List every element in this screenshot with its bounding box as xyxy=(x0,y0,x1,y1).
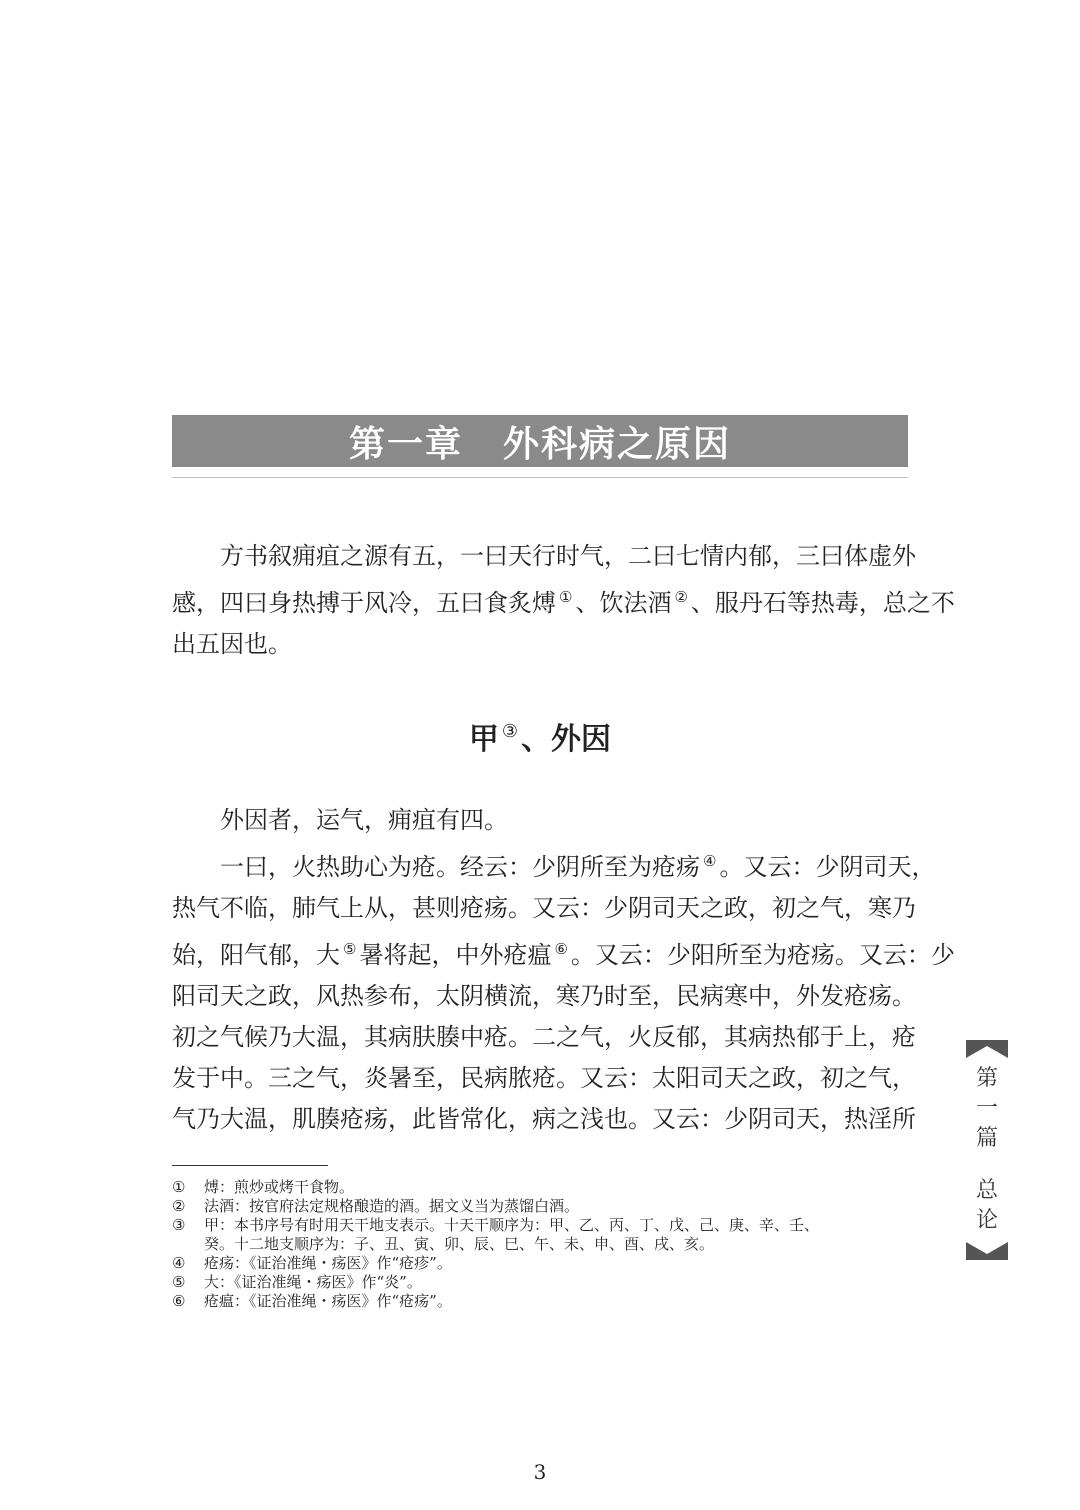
footnote-ref-5: ⑤ xyxy=(343,940,357,958)
side-tab-label: 第 一 篇 总 论 xyxy=(975,1066,998,1233)
footnote-ref-2: ② xyxy=(674,588,688,606)
footnote-ref-3: ③ xyxy=(501,721,519,742)
body-line-2: 一曰，火热助心为疮。经云：少阴所至为疮疡 ④ 。又云：少阴司天， xyxy=(220,852,936,881)
footnote-6: ⑥ 疮瘟：《证治准绳・疡医》作“疮疡”。 xyxy=(172,1292,452,1310)
body-line-6: 初之气候乃大温，其病肤腠中疮。二之气，火反郁，其病热郁于上，疮 xyxy=(172,1023,916,1051)
body-line-4: 始，阳气郁，大 ⑤ 暑将起，中外疮瘟 ⑥ 。又云：少阳所至为疮疡。又云：少 xyxy=(172,940,955,969)
body-line-7: 发于中。三之气，炎暑至，民病脓疮。又云：太阳司天之政，初之气， xyxy=(172,1064,916,1092)
body-line-1: 外因者，运气，痈疽有四。 xyxy=(220,806,508,834)
footnote-5: ⑤ 大：《证治准绳・疡医》作“炎”。 xyxy=(172,1273,422,1291)
body-line-5: 阳司天之政，风热参布，太阴横流，寒乃时至，民病寒中，外发疮疡。 xyxy=(172,982,916,1010)
footnote-1: ① 煿：煎炒或烤干食物。 xyxy=(172,1178,355,1196)
intro-paragraph xyxy=(172,536,955,665)
intro-line-3: 出五因也。 xyxy=(172,630,292,658)
section-heading: 甲 ③ 、外因 xyxy=(468,721,612,757)
footnote-separator xyxy=(172,1165,328,1166)
footnotes xyxy=(172,1178,912,1311)
chapter-number: 第一章 xyxy=(348,422,463,465)
footnote-3: ③ 甲：本书序号有时用天干地支表示。十天干顺序为：甲、乙、丙、丁、戊、己、庚、辛、壬、 xyxy=(172,1216,820,1234)
body-line-8: 气乃大温，肌腠疮疡，此皆常化，病之浅也。又云：少阴司天，热淫所 xyxy=(172,1105,916,1133)
body-paragraph xyxy=(172,800,955,1140)
footnote-ref-1: ① xyxy=(559,588,573,606)
footnote-3-continued: 癸。十二地支顺序为：子、丑、寅、卯、辰、巳、午、未、申、酉、戌、亥。 xyxy=(204,1235,715,1253)
body-line-3: 热气不临，肺气上从，甚则疮疡。又云：少阴司天之政，初之气，寒乃 xyxy=(172,894,916,922)
tab-bottom-bracket-icon xyxy=(966,1242,1008,1260)
chapter-underline xyxy=(172,477,908,478)
footnote-2: ② 法酒：按官府法定规格酿造的酒。据文义当为蒸馏白酒。 xyxy=(172,1197,580,1215)
footnote-ref-6: ⑥ xyxy=(554,940,568,958)
intro-line-2: 感，四曰身热搏于风冷，五曰食炙煿 ① 、饮法酒 ② 、服丹石等热毒，总之不 xyxy=(172,588,955,617)
chapter-title: 外科病之原因 xyxy=(503,422,732,465)
footnote-ref-4: ④ xyxy=(703,852,717,870)
tab-top-bracket-icon xyxy=(966,1040,1008,1058)
chapter-title-band xyxy=(172,415,908,467)
footnote-4: ④ 疮疡：《证治准绳・疡医》作“疮疹”。 xyxy=(172,1254,452,1272)
page-number: 3 xyxy=(533,1460,547,1484)
intro-line-1: 方书叙痈疽之源有五，一曰天行时气，二曰七情内郁，三曰体虚外 xyxy=(220,542,916,570)
section-side-tab xyxy=(966,1040,1008,1260)
